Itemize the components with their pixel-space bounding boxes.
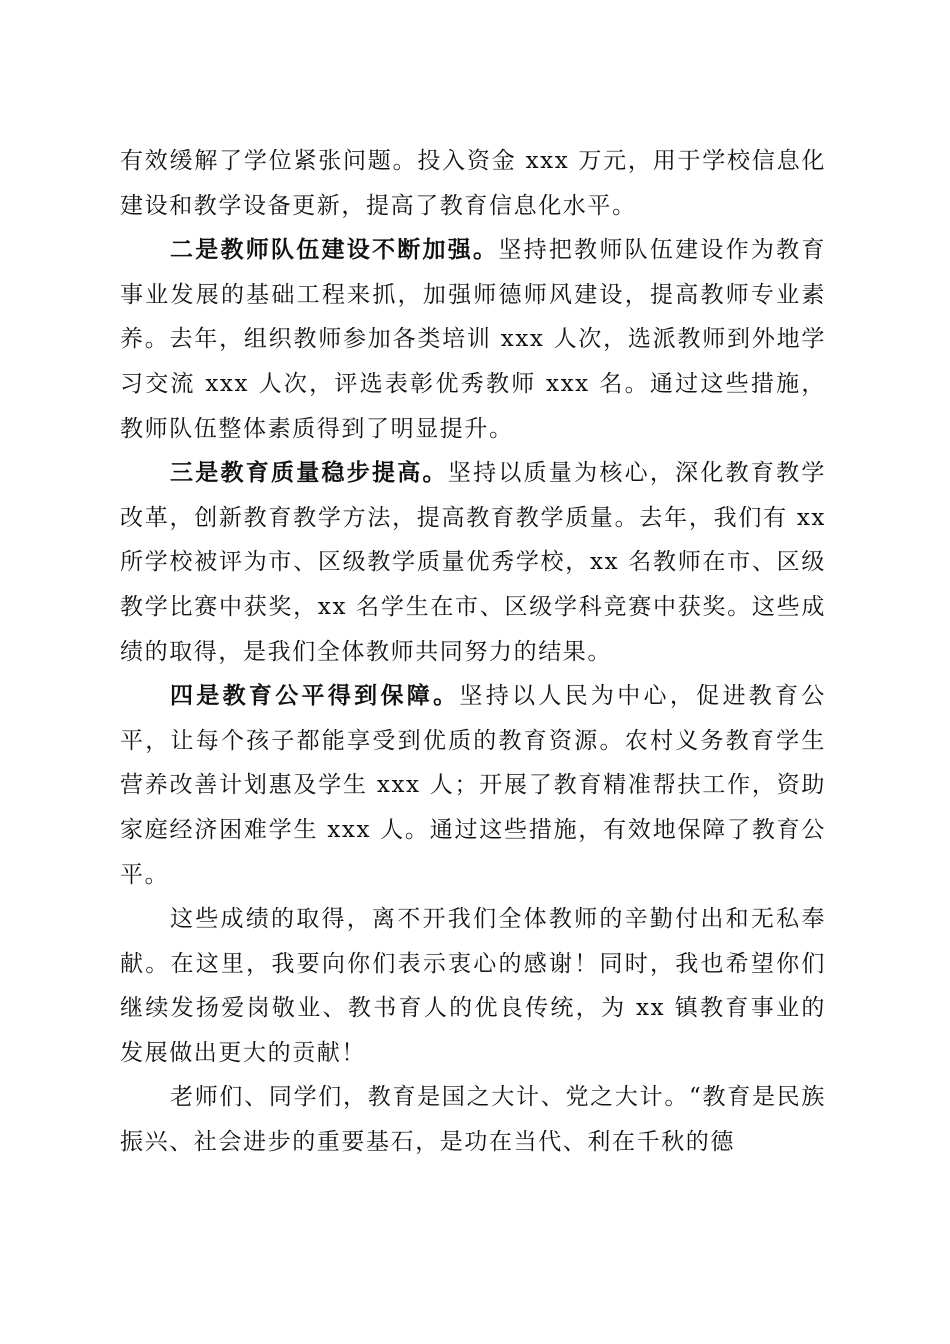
paragraph-text: 坚持以质量为核心，深化教育教学改革，创新教育教学方法，提高教育教学质量。去年，我们有 xx 所学校被评为市、区级教学质量优秀学校，xx 名教师在市、区级教学比赛中获奖，xx 名学生在市、区级学科竞赛中获奖。这些成绩的取得，是我们全体教师共同努力的结果。 [120, 460, 826, 665]
paragraph-lead: 三是教育质量稳步提高。 [170, 459, 448, 487]
paragraph-thanks [120, 897, 826, 1075]
paragraph-text: 老师们、同学们，教育是国之大计、党之大计。“教育是民族振兴、社会进步的重要基石，是功在当代、利在千秋的德 [120, 1084, 826, 1156]
paragraph-text: 坚持以人民为中心，促进教育公平，让每个孩子都能享受到优质的教育资源。农村义务教育学生营养改善计划惠及学生 xxx 人；开展了教育精准帮扶工作，资助家庭经济困难学生 xxx 人。通过这些措施，有效地保障了教育公平。 [120, 683, 826, 888]
paragraph-closing [120, 1075, 826, 1164]
paragraph-lead: 二是教师队伍建设不断加强。 [170, 236, 499, 264]
paragraph-text: 这些成绩的取得，离不开我们全体教师的辛勤付出和无私奉献。在这里，我要向你们表示衷心的感谢！同时，我也希望你们继续发扬爱岗敬业、教书育人的优良传统，为 xx 镇教育事业的发展做出更大的贡献！ [120, 906, 826, 1066]
paragraph-teacher-team [120, 228, 826, 451]
paragraph-lead: 四是教育公平得到保障。 [170, 682, 460, 710]
paragraph-continuation [120, 139, 826, 228]
paragraph-education-equity [120, 674, 826, 897]
paragraph-education-quality [120, 451, 826, 674]
paragraph-text: 有效缓解了学位紧张问题。投入资金 xxx 万元，用于学校信息化建设和教学设备更新，提高了教育信息化水平。 [120, 148, 826, 219]
document-body [120, 139, 826, 1165]
paragraph-text: 坚持把教师队伍建设作为教育事业发展的基础工程来抓，加强师德师风建设，提高教师专业素养。去年，组织教师参加各类培训 xxx 人次，选派教师到外地学习交流 xxx 人次，评选表彰优秀教师 xxx 名。通过这些措施，教师队伍整体素质得到了明显提升。 [120, 237, 826, 442]
